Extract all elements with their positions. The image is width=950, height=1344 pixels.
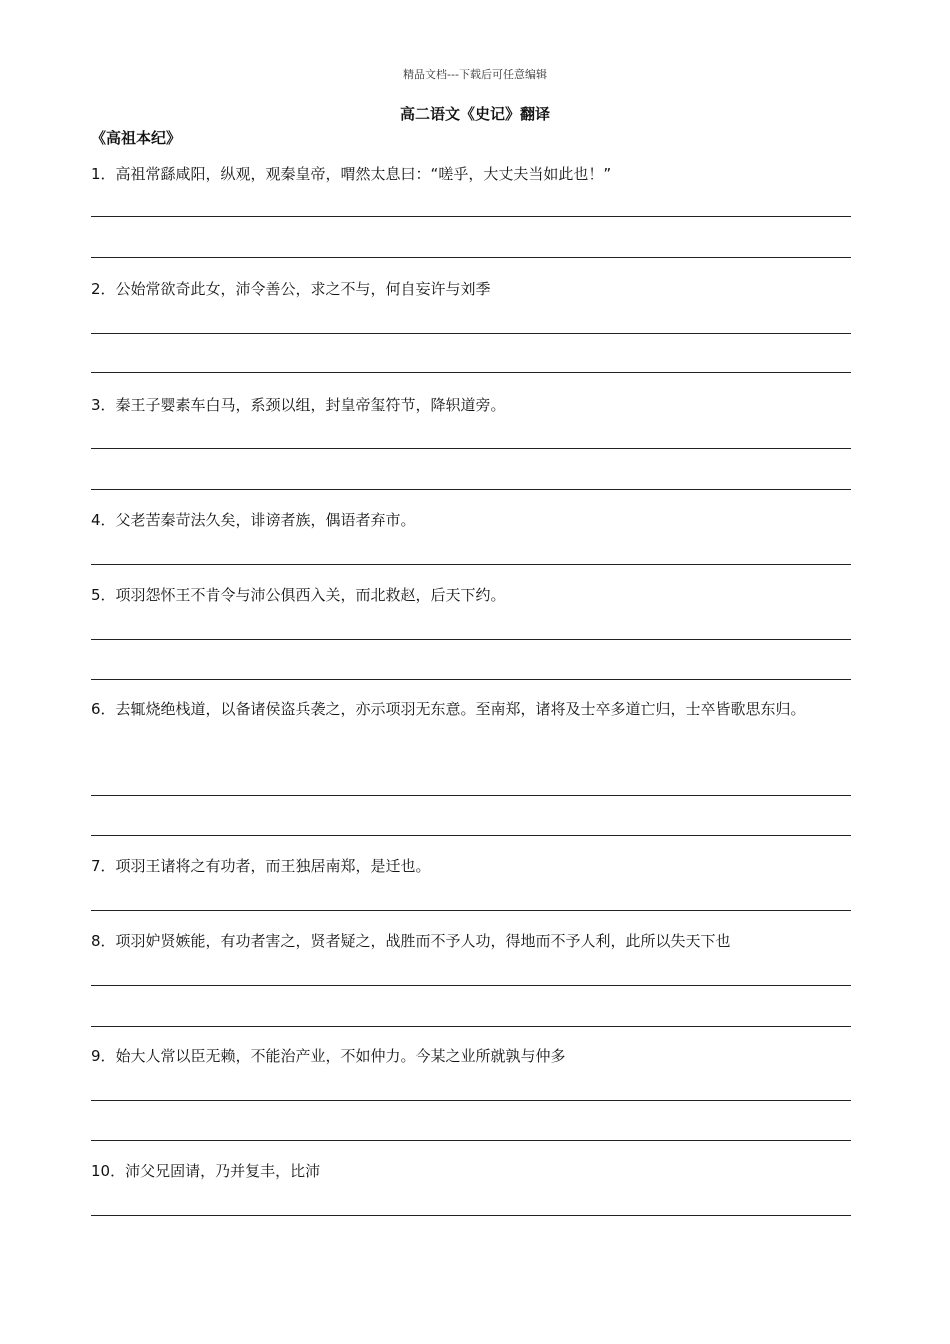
answer-line — [91, 564, 851, 565]
answer-line — [91, 216, 851, 217]
question-2: 2．公始常欲奇此女，沛令善公，求之不与，何自妄许与刘季 — [91, 280, 491, 298]
answer-line — [91, 679, 851, 680]
question-7: 7．项羽王诸将之有功者，而王独居南郑，是迁也。 — [91, 857, 431, 875]
answer-line — [91, 639, 851, 640]
answer-line — [91, 835, 851, 836]
section-title: 《高祖本纪》 — [91, 129, 182, 147]
question-3: 3．秦王子婴素车白马，系颈以组，封皇帝玺符节，降轵道旁。 — [91, 396, 506, 414]
answer-line — [91, 333, 851, 334]
answer-line — [91, 1100, 851, 1101]
answer-line — [91, 448, 851, 449]
question-5: 5．项羽怨怀王不肯令与沛公俱西入关，而北救赵，后天下约。 — [91, 586, 506, 604]
question-4: 4．父老苦秦苛法久矣，诽谤者族，偶语者弃市。 — [91, 511, 416, 529]
answer-line — [91, 1215, 851, 1216]
answer-line — [91, 372, 851, 373]
answer-line — [91, 1140, 851, 1141]
answer-line — [91, 985, 851, 986]
answer-line — [91, 489, 851, 490]
answer-line — [91, 1026, 851, 1027]
answer-line — [91, 257, 851, 258]
question-10: 10．沛父兄固请，乃并复丰，比沛 — [91, 1162, 321, 1180]
question-1: 1．高祖常繇咸阳，纵观，观秦皇帝，喟然太息曰：“嗟乎，大丈夫当如此也！” — [91, 165, 612, 183]
question-9: 9．始大人常以臣无赖，不能治产业，不如仲力。今某之业所就孰与仲多 — [91, 1047, 566, 1065]
answer-line — [91, 795, 851, 796]
question-6: 6．去辄烧绝栈道，以备诸侯盗兵袭之，亦示项羽无东意。至南郑，诸将及士卒多道亡归，士卒皆歌思东归。 — [91, 700, 806, 718]
document-title: 高二语文《史记》翻译 — [399, 105, 550, 123]
question-8: 8．项羽妒贤嫉能，有功者害之，贤者疑之，战胜而不予人功，得地而不予人利，此所以失天下也 — [91, 932, 731, 950]
answer-line — [91, 910, 851, 911]
header-note: 精品文档---下载后可任意编辑 — [403, 68, 547, 81]
